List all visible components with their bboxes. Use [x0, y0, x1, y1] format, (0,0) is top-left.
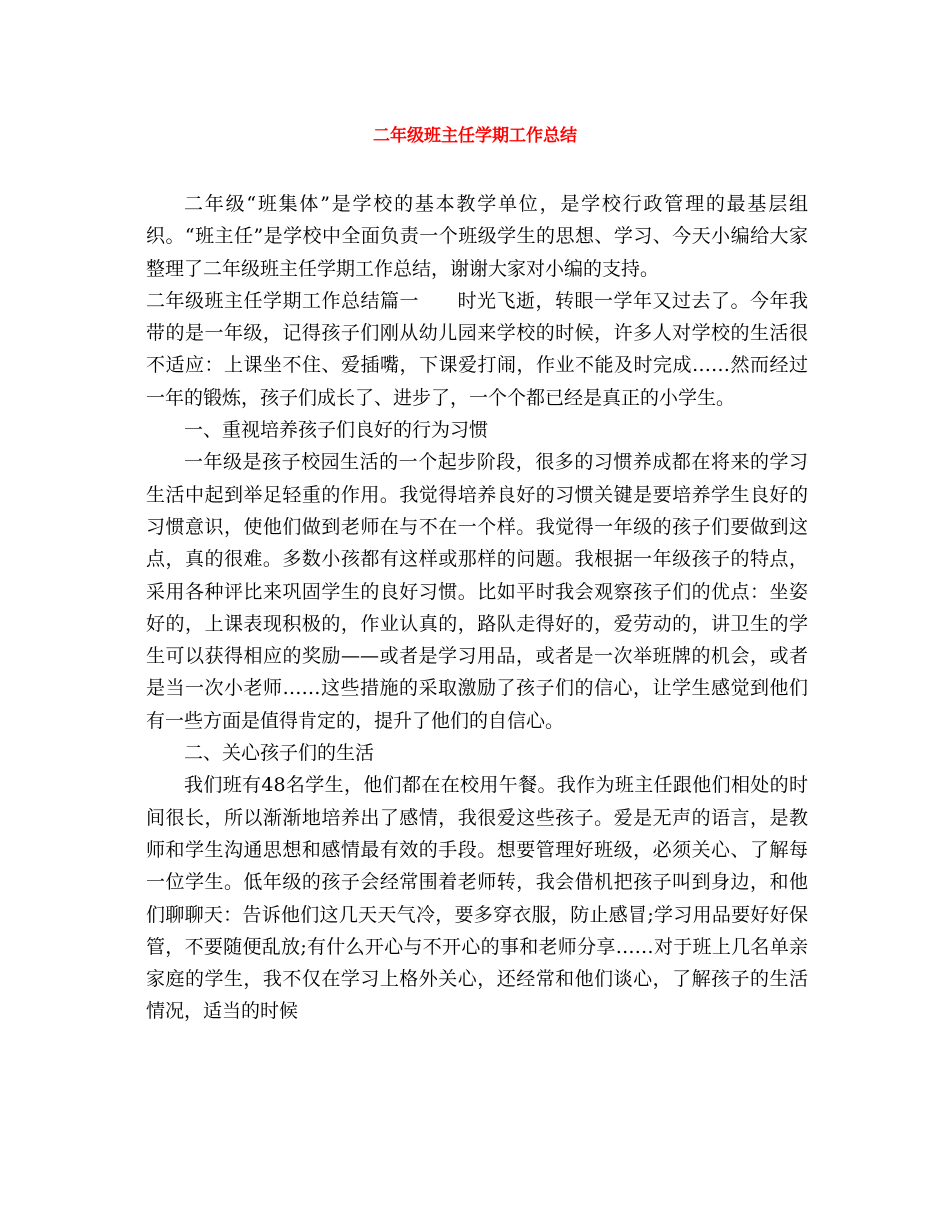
document-body — [146, 188, 808, 1028]
intro-paragraph: 二年级“班集体”是学校的基本教学单位，是学校行政管理的最基层组织。“班主任”是学校中全面负责一个班级学生的思想、学习、今天小编给大家整理了二年级班主任学期工作总结，谢谢大家对小编的支持。 — [146, 193, 808, 280]
document-title: 二年级班主任学期工作总结 — [373, 126, 577, 146]
section-heading-2: 二、关心孩子们的生活 — [184, 742, 375, 765]
section-body-1: 一年级是孩子校园生活的一个起步阶段，很多的习惯养成都在将来的学习生活中起到举足轻重的作用。我觉得培养良好的习惯关键是要培养学生良好的习惯意识，使他们做到老师在与不在一个样。我觉得一年级的孩子们要做到这点，真的很难。多数小孩都有这样或那样的问题。我根据一年级孩子的特点，采用各种评比来巩固学生的良好习惯。比如平时我会观察孩子们的优点：坐姿好的，上课表现积极的，作业认真的，路队走得好的，爱劳动的，讲卫生的学生可以获得相应的奖励——或者是学习用品，或者是一次举班牌的机会，或者是当一次小老师……这些措施的采取激励了孩子们的信心，让学生感觉到他们有一些方面是值得肯定的，提升了他们的自信心。 — [146, 451, 808, 732]
part-paragraph — [146, 285, 808, 414]
part-heading: 二年级班主任学期工作总结篇一 — [146, 289, 419, 312]
section-heading-1: 一、重视培养孩子们良好的行为习惯 — [184, 419, 489, 442]
part-opening-text: 时光飞逝，转眼一学年又过去了。今年我带的是一年级，记得孩子们刚从幼儿园来学校的时候，许多人对学校的生活很不适应：上课坐不住、爱插嘴，下课爱打闹，作业不能及时完成……然而经过一年的锻炼，孩子们成长了、进步了，一个个都已经是真正的小学生。 — [146, 289, 808, 409]
section-body-2: 我们班有48名学生，他们都在在校用午餐。我作为班主任跟他们相处的时间很长，所以渐渐地培养出了感情，我很爱这些孩子。爱是无声的语言，是教师和学生沟通思想和感情最有效的手段。想要管理好班级，必须关心、了解每一位学生。低年级的孩子会经常围着老师转，我会借机把孩子叫到身边，和他们聊聊天：告诉他们这几天天气冷，要多穿衣服，防止感冒;学习用品要好好保管，不要随便乱放;有什么开心与不开心的事和老师分享……对于班上几名单亲家庭的学生，我不仅在学习上格外关心，还经常和他们谈心，了解孩子的生活情况，适当的时候 — [146, 774, 808, 1023]
